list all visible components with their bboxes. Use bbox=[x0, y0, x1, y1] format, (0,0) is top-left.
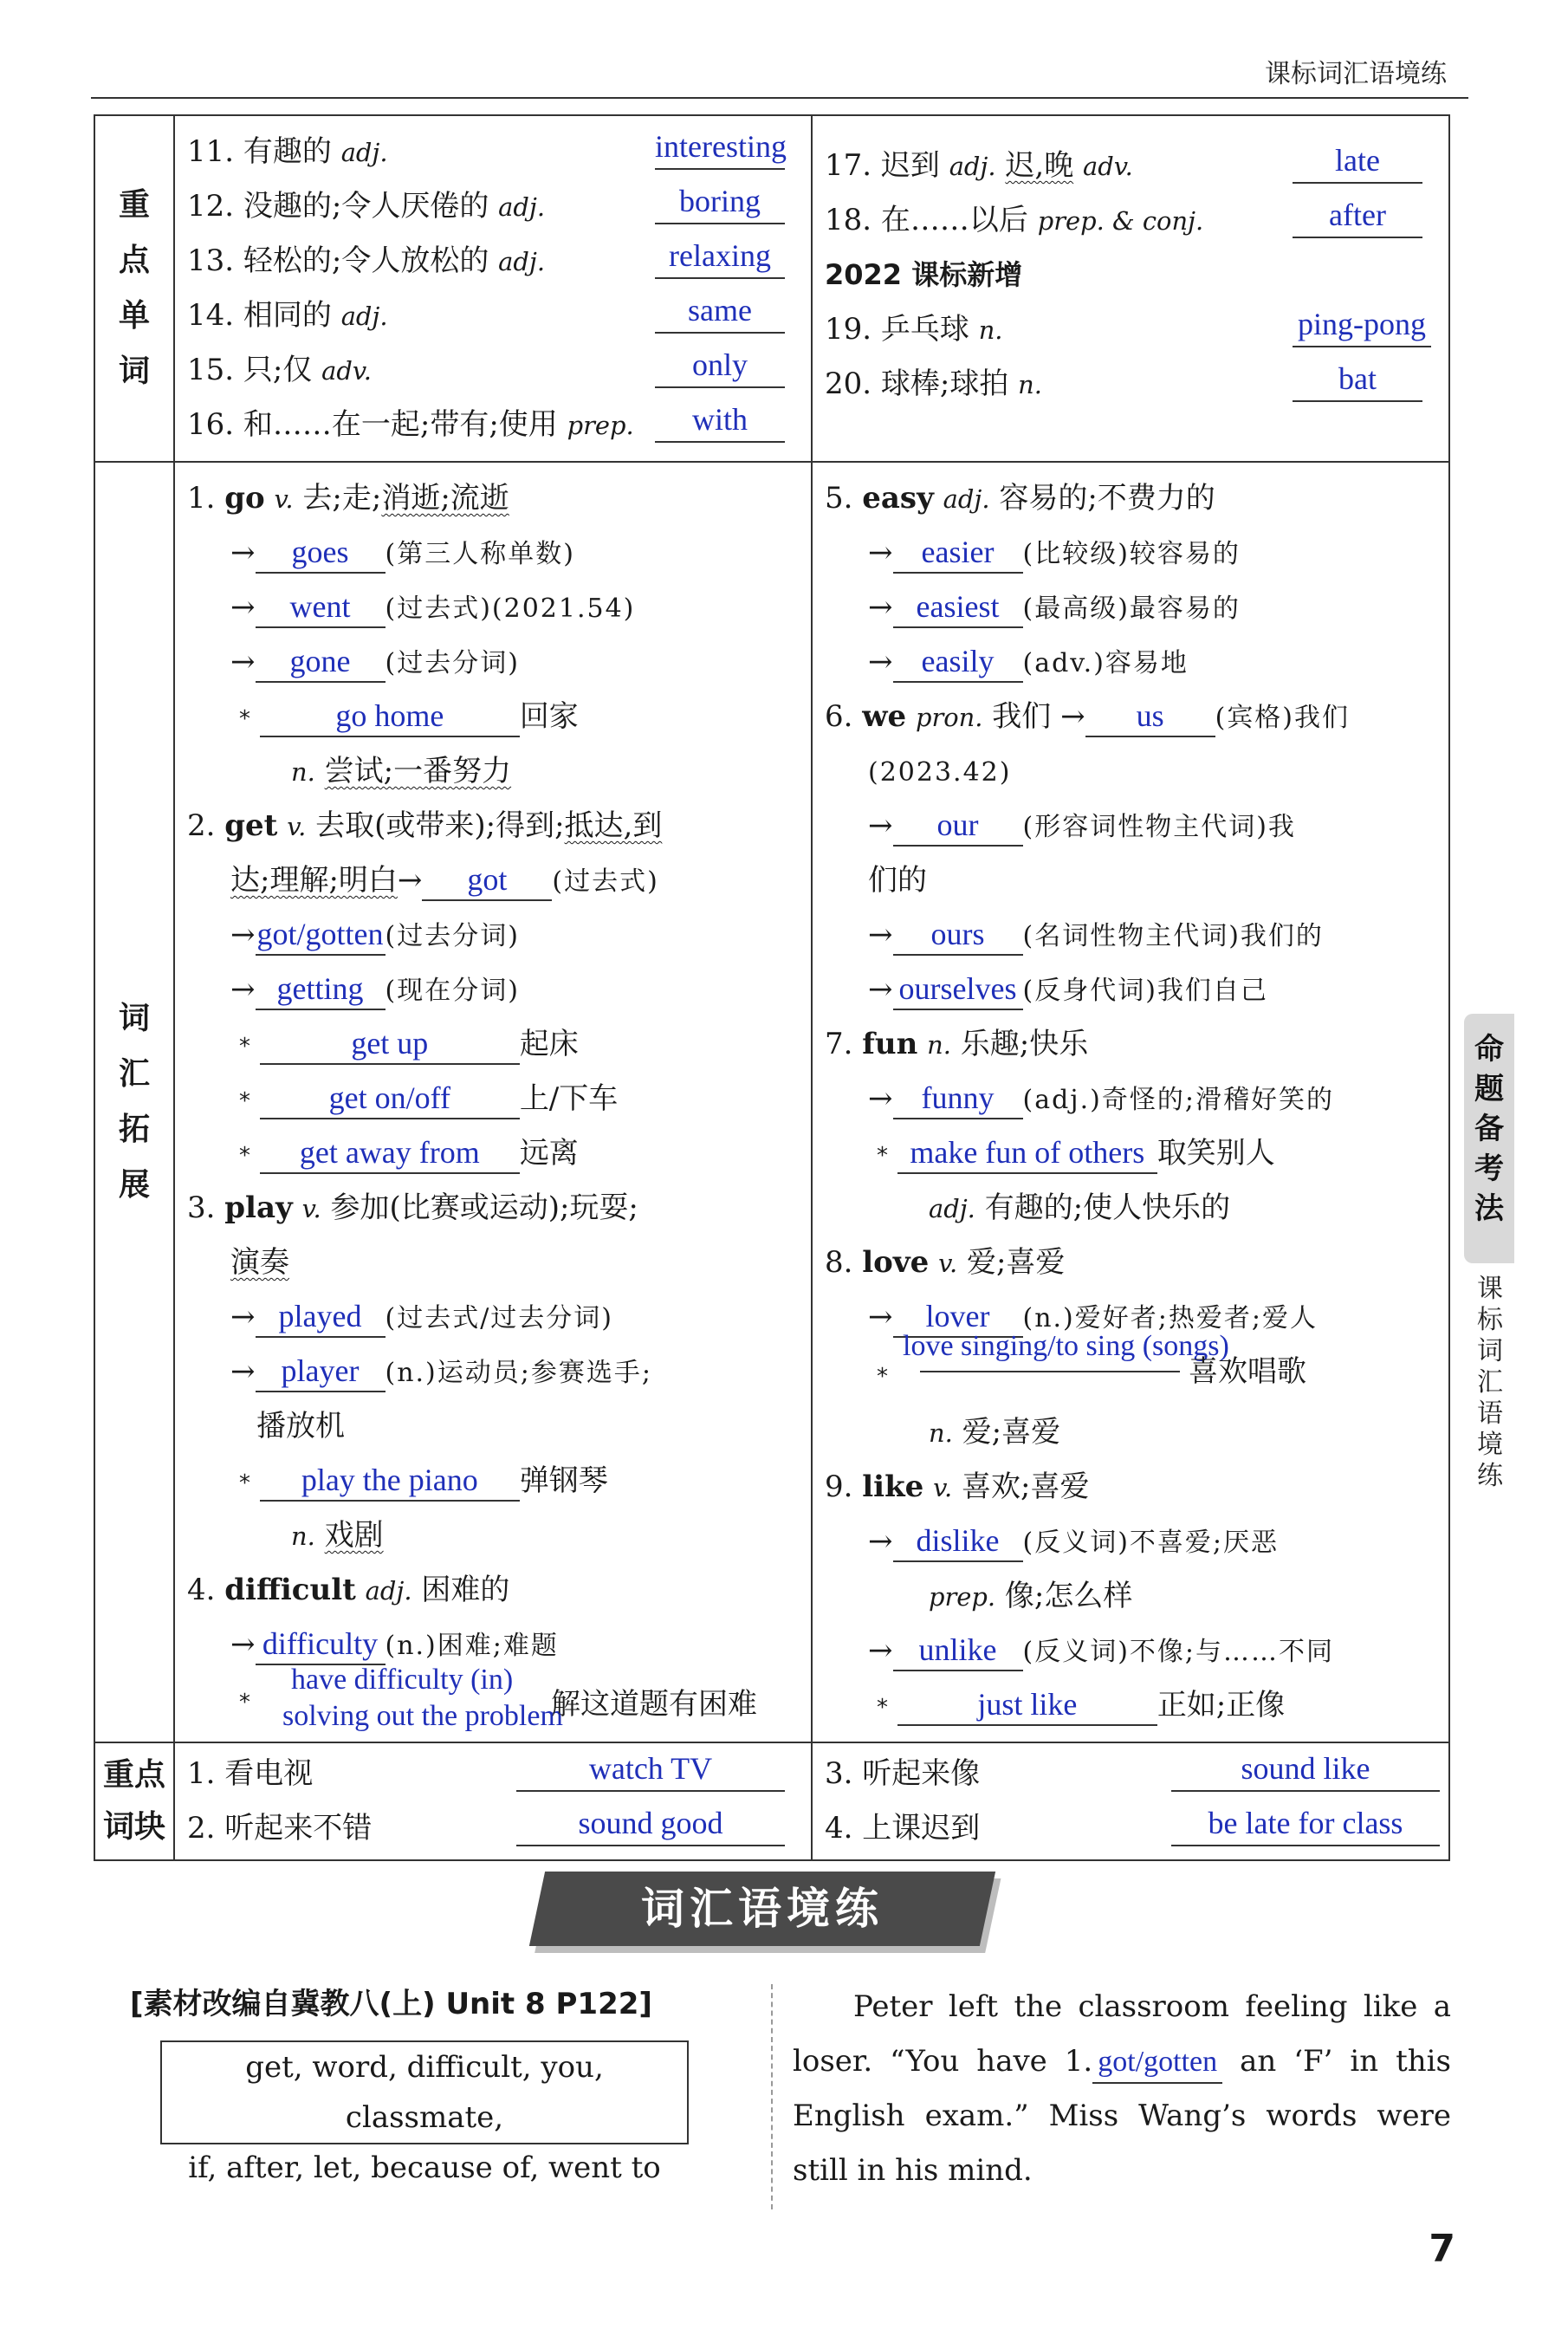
noun-row: n. 戏剧 bbox=[291, 1518, 384, 1553]
list-item: 20. 球棒;球拍 n. bat bbox=[825, 357, 1436, 412]
entry-go: 1. go v. 去;走;消逝;流逝 bbox=[187, 481, 509, 516]
list-item: 12. 没趣的;令人厌倦的 adj. boring bbox=[187, 179, 799, 234]
column-divider bbox=[771, 1984, 773, 2209]
side-text: 课 标 词 汇 语 境 练 bbox=[1477, 1274, 1503, 1491]
new-words-heading: 2022 课标新增 bbox=[825, 258, 1023, 291]
passage-blank-1[interactable]: got/gotten bbox=[1092, 2042, 1222, 2084]
list-item: 4. 上课迟到 be late for class bbox=[825, 1801, 1436, 1856]
entry-like: 9. like v. 喜欢;喜爱 bbox=[825, 1469, 1090, 1504]
form-row: → our (形容词性物主代词)我 bbox=[825, 799, 1436, 853]
form-row: → easiest (最高级)最容易的 bbox=[825, 581, 1436, 635]
vocab-table bbox=[94, 114, 1450, 1861]
entry-difficult: 4. difficult adj. 困难的 bbox=[187, 1573, 510, 1607]
entry-fun: 7. fun n. 乐趣;快乐 bbox=[825, 1027, 1089, 1061]
list-item: 19. 乒乓球 n. ping-pong bbox=[825, 302, 1436, 357]
meaning-cont: 演奏 bbox=[230, 1245, 289, 1280]
source-note: [素材改编自冀教八(上) Unit 8 P122] bbox=[130, 1987, 652, 2021]
form-row: → difficulty (n.)困难;难题 bbox=[187, 1618, 799, 1672]
phrase-row: * have difficulty (in) solving out the problem 解这道题有困难 bbox=[239, 1664, 757, 1732]
list-item: 14. 相同的 adj. same bbox=[187, 289, 799, 343]
phrase-row: * get away from 远离 bbox=[187, 1126, 799, 1181]
phrase-row: love singing/to sing (songs) * 喜欢唱歌 bbox=[877, 1330, 1306, 1390]
entry-love: 8. love v. 爱;喜爱 bbox=[825, 1245, 1066, 1280]
word-box bbox=[160, 2040, 689, 2185]
form-row: → played (过去式/过去分词) bbox=[187, 1290, 799, 1345]
entry-play: 3. play v. 参加(比赛或运动);玩耍; bbox=[187, 1190, 638, 1225]
vocab-right bbox=[812, 462, 1449, 1742]
phrase-row: * make fun of others 取笑别人 bbox=[825, 1126, 1436, 1181]
vocab-section bbox=[94, 462, 1449, 1742]
form-row: → ourselves (反身代词)我们自己 bbox=[825, 963, 1436, 1017]
entry-we: 6. we pron. 我们 → us (宾格)我们 bbox=[825, 690, 1436, 744]
meaning-cont: 播放机 bbox=[256, 1409, 345, 1443]
entry-easy: 5. easy adj. 容易的;不费力的 bbox=[825, 481, 1215, 516]
key-words-left bbox=[174, 115, 812, 462]
phrase-row: * just like 正如;正像 bbox=[825, 1678, 1436, 1733]
list-item: 1. 看电视 watch TV bbox=[187, 1747, 799, 1801]
form-row: → goes (第三人称单数) bbox=[187, 526, 799, 581]
list-item: 11. 有趣的 adj. interesting bbox=[187, 125, 799, 179]
form-row: → easier (比较级)较容易的 bbox=[825, 526, 1436, 581]
header-rule bbox=[91, 97, 1468, 99]
phrase-row: * get on/off 上/下车 bbox=[187, 1072, 799, 1126]
phrase-row: * play the piano 弹钢琴 bbox=[187, 1454, 799, 1508]
list-item: 16. 和……在一起;带有;使用 prep. with bbox=[187, 398, 799, 452]
form-row: → getting (现在分词) bbox=[187, 963, 799, 1017]
phrase-row: * go home 回家 bbox=[187, 690, 799, 744]
chunks-label: 重点 词块 bbox=[94, 1742, 174, 1860]
vocab-left bbox=[174, 462, 812, 1742]
list-item: 13. 轻松的;令人放松的 adj. relaxing bbox=[187, 234, 799, 289]
header-title: 课标词汇语境练 bbox=[1265, 59, 1447, 89]
form-row: → gone (过去分词) bbox=[187, 635, 799, 690]
passage: Peter left the classroom feeling like a loser. “You have 1. got/gotten an ‘F’ in this English exam.” Miss Wang’s words were still in his mind. bbox=[793, 1989, 1451, 2188]
form-row: 达;理解;明白→ got (过去式) bbox=[187, 853, 799, 908]
adj-row: adj. 有趣的;使人快乐的 bbox=[929, 1190, 1231, 1225]
noun-row: n. 爱;喜爱 bbox=[929, 1415, 1061, 1450]
key-words-section bbox=[94, 115, 1449, 462]
form-row: → easily (adv.)容易地 bbox=[825, 635, 1436, 690]
entry-get: 2. get v. 去取(或带来);得到;抵达,到 bbox=[187, 808, 663, 843]
chunks-left bbox=[174, 1742, 812, 1860]
key-words-right bbox=[812, 115, 1449, 462]
form-row: → player (n.)运动员;参赛选手; bbox=[187, 1345, 799, 1399]
page-number: 7 bbox=[1429, 2227, 1455, 2271]
chunks-right bbox=[812, 1742, 1449, 1860]
form-row: → unlike (反义词)不像;与……不同 bbox=[825, 1624, 1436, 1678]
list-item: 17. 迟到 adj. 迟,晚 adv. late bbox=[825, 139, 1436, 193]
chunks-section bbox=[94, 1742, 1449, 1860]
year-note: (2023.42) bbox=[868, 757, 1012, 788]
list-item: 15. 只;仅 adv. only bbox=[187, 343, 799, 398]
prep-row: prep. 像;怎么样 bbox=[929, 1579, 1133, 1613]
phrase-row: * get up 起床 bbox=[187, 1017, 799, 1072]
form-row: → dislike (反义词)不喜爱;厌恶 bbox=[825, 1515, 1436, 1569]
list-item: 3. 听起来像 sound like bbox=[825, 1747, 1436, 1801]
list-item: 18. 在……以后 prep. & conj. after bbox=[825, 193, 1436, 248]
form-row: → ours (名词性物主代词)我们的 bbox=[825, 908, 1436, 963]
form-row: → lover (n.)爱好者;热爱者;爱人 bbox=[825, 1290, 1436, 1345]
section-banner: 词汇语境练 bbox=[529, 1872, 995, 1946]
form-row: →got/gotten(过去分词) bbox=[187, 908, 799, 963]
word-box-line: get, word, difficult, you, classmate, bbox=[245, 2050, 604, 2135]
form-row: → funny (adj.)奇怪的;滑稽好笑的 bbox=[825, 1072, 1436, 1126]
noun-row: n. 尝试;一番努力 bbox=[291, 754, 512, 788]
list-item: 2. 听起来不错 sound good bbox=[187, 1801, 799, 1856]
word-box-line: if, after, let, because of, went to bbox=[188, 2151, 661, 2185]
side-tab: 命 题 备 考 法 bbox=[1464, 1014, 1514, 1263]
meaning-cont: 们的 bbox=[868, 863, 927, 898]
key-words-label: 重 点 单 词 bbox=[94, 115, 174, 462]
form-row: → went (过去式)(2021.54) bbox=[187, 581, 799, 635]
vocab-label: 词 汇 拓 展 bbox=[94, 462, 174, 1742]
